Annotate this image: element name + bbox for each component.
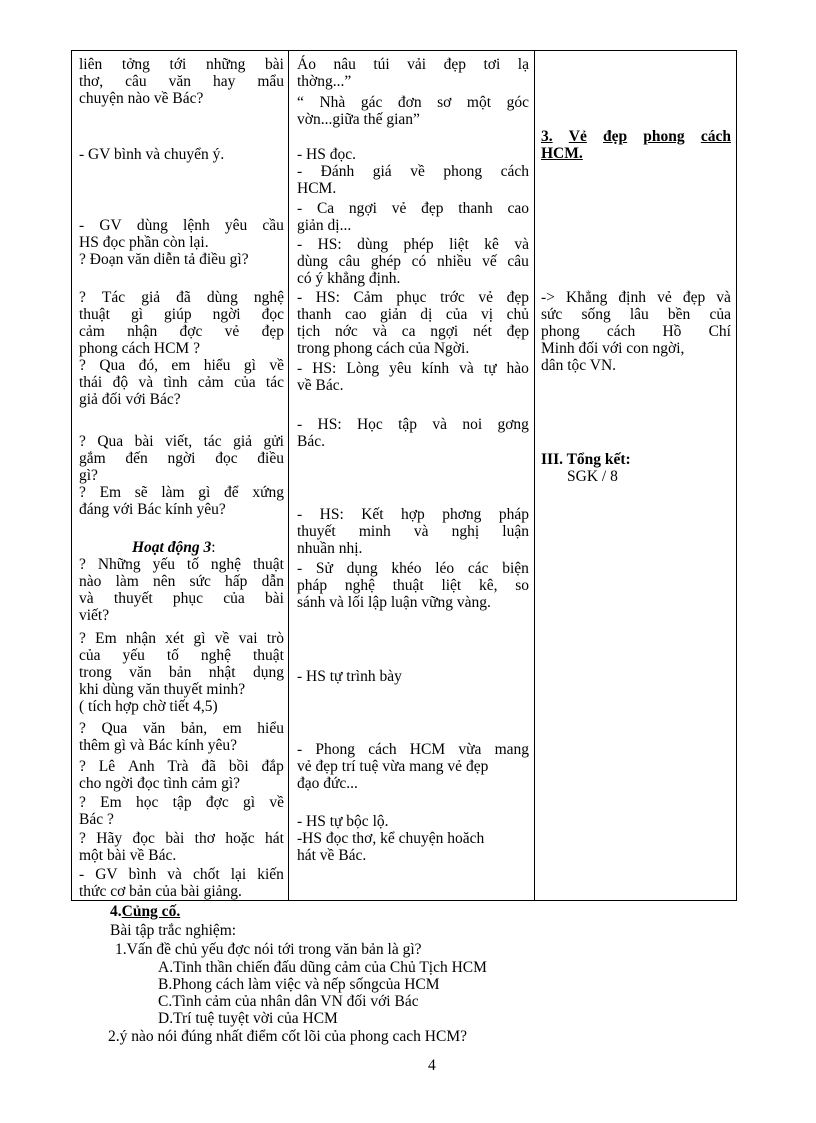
teacher-line: ? Em học tập đợc gì về: [79, 794, 284, 811]
teacher-line: khi dùng văn thuyết minh?: [79, 681, 246, 698]
teacher-line: ? Lê Anh Trà đã bồi đắp: [79, 758, 284, 775]
student-line: - HS: Cảm phục trớc vẻ đẹp: [297, 289, 529, 306]
quiz-option: A.Tinh thần chiến đấu dũng cảm của Chủ Tịch HCM: [158, 959, 487, 976]
student-line: - HS: Lòng yêu kính và tự hào: [297, 360, 529, 377]
student-line: giản dị...: [297, 217, 352, 234]
teacher-line: thức cơ bản của bài giảng.: [79, 883, 242, 900]
student-line: - Đánh giá về phong cách: [297, 163, 529, 180]
teacher-line: ? Tác giả đã dùng nghệ: [79, 289, 284, 306]
teacher-line: ? Những yếu tố nghệ thuật: [79, 556, 284, 573]
teacher-line: ? Hãy đọc bài thơ hoặc hát: [79, 830, 284, 847]
teacher-line: phong cách HCM ?: [79, 340, 200, 357]
teacher-line: ? Qua đó, em hiểu gì về: [79, 357, 284, 374]
teacher-line: ? Đoạn văn diễn tả điều gì?: [79, 251, 249, 268]
student-line: - Sử dụng khéo léo các biện: [297, 560, 529, 577]
summary-heading: III. Tổng kết:: [541, 451, 631, 468]
content-line: -> Khẳng định vẻ đẹp và: [541, 289, 731, 306]
section-heading: 3. Vẻ đẹp phong cách: [541, 128, 731, 145]
student-line: hát về Bác.: [297, 847, 367, 864]
student-line: sánh và lối lập luận vững vàng.: [297, 594, 491, 611]
teacher-line: ? Qua văn bản, em hiểu: [79, 720, 284, 737]
column-divider: [288, 51, 289, 900]
lesson-table: [71, 50, 737, 901]
teacher-line: một bài về Bác.: [79, 847, 177, 864]
teacher-line: gì?: [79, 467, 98, 484]
teacher-line: giả đối với Bác?: [79, 391, 181, 408]
teacher-line: cảm nhận đợc vẻ đẹp: [79, 323, 284, 340]
student-line: Áo nâu túi vải đẹp tơi lạ: [297, 56, 529, 73]
teacher-line: cho ngời đọc tình cảm gì?: [79, 775, 241, 792]
teacher-line: viết?: [79, 607, 110, 624]
student-line: - Phong cách HCM vừa mang: [297, 741, 529, 758]
teacher-line: thái độ và tình cảm của tác: [79, 374, 284, 391]
quiz-question-1: 1.Vấn đề chủ yếu đợc nói tới trong văn bản là gì?: [115, 941, 422, 958]
teacher-line: chuyện nào về Bác?: [79, 90, 204, 107]
student-line: dùng câu ghép có nhiều vế câu: [297, 253, 529, 270]
student-line: thanh cao giản dị của vị chủ: [297, 306, 529, 323]
student-line: thuyết minh và nghị luận: [297, 523, 529, 540]
student-line: có ý khẳng định.: [297, 270, 401, 287]
quiz-option: B.Phong cách làm việc và nếp sốngcủa HCM: [158, 976, 440, 993]
teacher-line: nào làm nên sức hấp dẫn: [79, 573, 284, 590]
page-number: 4: [428, 1057, 436, 1074]
section-heading: HCM.: [541, 145, 583, 162]
student-line: - Ca ngợi vẻ đẹp thanh cao: [297, 200, 529, 217]
teacher-line: thuật gì giúp ngời đọc: [79, 306, 284, 323]
teacher-line: trong văn bản nhật dụng: [79, 664, 284, 681]
summary-ref: SGK / 8: [567, 468, 618, 485]
column-divider: [534, 51, 535, 900]
teacher-line: HS đọc phần còn lại.: [79, 234, 209, 251]
teacher-line: đáng với Bác kính yêu?: [79, 501, 226, 518]
teacher-line: và thuyết phục của bài: [79, 590, 284, 607]
student-line: về Bác.: [297, 377, 344, 394]
quiz-intro: Bài tập trắc nghiệm:: [110, 922, 237, 939]
student-line: -HS đọc thơ, kể chuyện hoăch: [297, 830, 485, 847]
teacher-line: - GV bình và chốt lại kiến: [79, 866, 284, 883]
teacher-line: ( tích hợp chờ tiết 4,5): [79, 698, 218, 715]
teacher-line: gắm đến ngời đọc điều: [79, 450, 284, 467]
content-line: Minh đối với con ngời,: [541, 340, 685, 357]
quiz-option: C.Tình cảm của nhân dân VN đối với Bác: [158, 993, 419, 1010]
student-line: nhuần nhị.: [297, 540, 363, 557]
content-line: phong cách Hồ Chí: [541, 323, 731, 340]
teacher-line: của yếu tố nghệ thuật: [79, 647, 284, 664]
teacher-line: liên tởng tới những bài: [79, 56, 284, 73]
student-line: - HS đọc.: [297, 146, 356, 163]
teacher-line: Bác ?: [79, 811, 114, 828]
student-line: đạo đức...: [297, 775, 358, 792]
student-line: thờng...”: [297, 73, 352, 90]
student-line: pháp nghệ thuật liệt kê, so: [297, 577, 529, 594]
student-line: - HS: Học tập và noi gơng: [297, 416, 529, 433]
teacher-line: ? Em sẽ làm gì để xứng: [79, 484, 284, 501]
student-line: tịch nớc và ca ngợi nét đẹp: [297, 323, 529, 340]
student-line: - HS tự bộc lộ.: [297, 813, 389, 830]
student-line: Bác.: [297, 433, 325, 450]
quiz-option: D.Trí tuệ tuyệt vời của HCM: [158, 1010, 338, 1027]
section4-heading: 4.Củng cố.: [110, 903, 181, 920]
teacher-line: ? Em nhận xét gì về vai trò: [79, 630, 284, 647]
teacher-line: - GV bình và chuyển ý.: [79, 146, 225, 163]
student-line: - HS: Kết hợp phơng pháp: [297, 506, 529, 523]
content-line: sức sống lâu bền của: [541, 306, 731, 323]
student-line: vờn...giữa thế gian”: [297, 111, 420, 128]
content-line: dân tộc VN.: [541, 357, 617, 374]
teacher-line: thêm gì và Bác kính yêu?: [79, 737, 237, 754]
teacher-line: ? Qua bài viết, tác giả gửi: [79, 433, 284, 450]
student-line: vẻ đẹp trí tuệ vừa mang vẻ đẹp: [297, 758, 489, 775]
student-line: - HS tự trình bày: [297, 668, 402, 685]
student-line: HCM.: [297, 180, 337, 197]
quiz-question-2: 2.ý nào nói đúng nhất điểm cốt lõi của phong cach HCM?: [108, 1028, 468, 1045]
teacher-line: - GV dùng lệnh yêu cầu: [79, 217, 284, 234]
activity-heading: Hoạt động 3:: [132, 539, 216, 556]
student-line: trong phong cách của Ngời.: [297, 340, 470, 357]
student-line: - HS: dùng phép liệt kê và: [297, 236, 529, 253]
student-line: “ Nhà gác đơn sơ một góc: [297, 94, 529, 111]
teacher-line: thơ, câu văn hay mẩu: [79, 73, 284, 90]
